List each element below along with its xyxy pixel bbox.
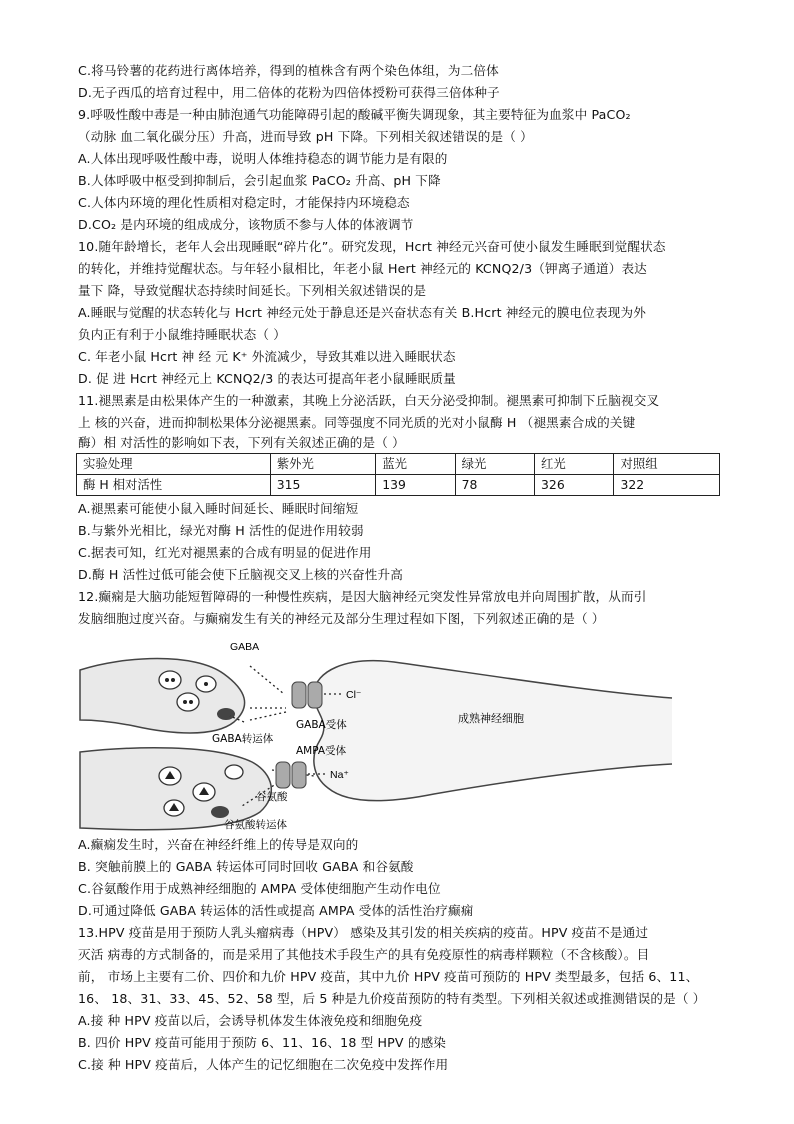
- q13-option-b: B. 四价 HPV 疫苗可能用于预防 6、11、16、18 型 HPV 的感染: [78, 1035, 447, 1050]
- table-header-cell: 紫外光: [270, 454, 375, 475]
- q12-stem-line2: 发脑细胞过度兴奋。与癫痫发生有关的神经元及部分生理过程如下图，下列叙述正确的是（ ）: [78, 611, 605, 626]
- enzyme-activity-table: [76, 453, 720, 496]
- option-d-prev: D.无子西瓜的培育过程中，用二倍体的花粉为四倍体授粉可获得三倍体种子: [78, 85, 500, 100]
- table-cell: 326: [535, 475, 614, 496]
- q13-stem-line3: 前， 市场上主要有二价、四价和九价 HPV 疫苗，其中九价 HPV 疫苗可预防的 HPV 类型最多，包括 6、11、: [78, 969, 699, 984]
- label-glutamate: 谷氨酸: [256, 791, 288, 803]
- q12-stem-line1: 12.癫痫是大脑功能短暂障碍的一种慢性疾病，是因大脑神经元突发性异常放电并向周围扩散，从而引: [78, 589, 647, 604]
- q10-option-ab-line2: 负内正有利于小鼠维持睡眠状态（ ）: [78, 327, 287, 342]
- q10-option-ab-line1: A.睡眠与觉醒的状态转化与 Hcrt 神经元处于静息还是兴奋状态有关 B.Hcrt 神经元的膜电位表现为外: [78, 305, 646, 320]
- table-header-row: [77, 454, 720, 475]
- table-header-cell: 实验处理: [77, 454, 271, 475]
- postsynaptic-neuron: [314, 661, 672, 801]
- label-ampa-receptor: AMPA受体: [296, 745, 347, 757]
- q11-option-b: B.与紫外光相比，绿光对酶 H 活性的促进作用较弱: [78, 523, 364, 538]
- upper-presynaptic-terminal: [80, 659, 245, 734]
- q11-option-c: C.据表可知，红光对褪黑素的合成有明显的促进作用: [78, 545, 372, 560]
- q9-option-c: C.人体内环境的理化性质相对稳定时，才能保持内环境稳态: [78, 195, 410, 210]
- q12-option-b: B. 突触前膜上的 GABA 转运体可同时回收 GABA 和谷氨酸: [78, 859, 414, 874]
- q13-stem-line1: 13.HPV 疫苗是用于预防人乳头瘤病毒（HPV） 感染及其引发的相关疾病的疫苗。HPV 疫苗不是通过: [78, 925, 649, 940]
- q11-stem-line1: 11.褪黑素是由松果体产生的一种激素，其晚上分泌活跃，白天分泌受抑制。褪黑素可抑制下丘脑视交叉: [78, 393, 660, 408]
- q9-option-d: D.CO₂ 是内环境的组成成分，该物质不参与人体的体液调节: [78, 217, 414, 232]
- label-na: Na⁺: [330, 769, 349, 781]
- q11-option-d: D.酶 H 活性过低可能会使下丘脑视交叉上核的兴奋性升高: [78, 567, 404, 582]
- q13-option-a: A.接 种 HPV 疫苗以后，会诱导机体发生体液免疫和细胞免疫: [78, 1013, 423, 1028]
- q10-stem-line3: 量下 降，导致觉醒状态持续时间延长。下列相关叙述错误的是: [78, 283, 427, 298]
- q9-option-b: B.人体呼吸中枢受到抑制后，会引起血浆 PaCO₂ 升高、pH 下降: [78, 173, 441, 188]
- table-cell: 322: [614, 475, 720, 496]
- label-gaba: GABA: [230, 641, 260, 653]
- q10-stem-line1: 10.随年龄增长，老年人会出现睡眠“碎片化”。研究发现，Hcrt 神经元兴奋可使小鼠发生睡眠到觉醒状态: [78, 239, 666, 254]
- label-glutamate-transporter: 谷氨酸转运体: [224, 819, 287, 831]
- table-header-cell: 蓝光: [376, 454, 455, 475]
- gaba-transporter-shape: [217, 708, 235, 720]
- q10-option-d: D. 促 进 Hcrt 神经元上 KCNQ2/3 的表达可提高年老小鼠睡眠质量: [78, 371, 456, 386]
- table-cell: 78: [455, 475, 534, 496]
- table-cell: 139: [376, 475, 455, 496]
- lower-presynaptic-terminal: [80, 748, 271, 830]
- q13-stem-line2: 灭活 病毒的方式制备的，而是采用了其他技术手段生产的具有免疫原性的病毒样颗粒（不含核酸）。目: [78, 947, 650, 962]
- q9-option-a: A.人体出现呼吸性酸中毒，说明人体维持稳态的调节能力是有限的: [78, 151, 448, 166]
- q11-stem-line3: 酶）相 对活性的影响如下表，下列有关叙述正确的是（ ）: [78, 435, 405, 450]
- option-c-prev: C.将马铃薯的花药进行离体培养，得到的植株含有两个染色体组，为二倍体: [78, 63, 499, 78]
- q9-stem-line1: 9.呼吸性酸中毒是一种由肺泡通气功能障碍引起的酸碱平衡失调现象，其主要特征为血浆中 PaCO₂: [78, 107, 631, 122]
- q11-option-a: A.褪黑素可能使小鼠入睡时间延长、睡眠时间缩短: [78, 501, 359, 516]
- glutamate-transporter-shape: [211, 806, 229, 818]
- label-cl: Cl⁻: [346, 689, 362, 701]
- q13-option-c: C.接 种 HPV 疫苗后，人体产生的记忆细胞在二次免疫中发挥作用: [78, 1057, 449, 1072]
- table-row: [77, 475, 720, 496]
- q12-option-a: A.癫痫发生时，兴奋在神经纤维上的传导是双向的: [78, 837, 359, 852]
- synapse-diagram: [74, 636, 674, 832]
- table-row-label: 酶 H 相对活性: [77, 475, 271, 496]
- q11-stem-line2: 上 核的兴奋，进而抑制松果体分泌褪黑素。同等强度不同光质的光对小鼠酶 H （褪黑素合成的关键: [78, 415, 636, 430]
- q12-option-c: C.谷氨酸作用于成熟神经细胞的 AMPA 受体使细胞产生动作电位: [78, 881, 441, 896]
- q13-stem-line4: 16、 18、31、33、45、52、58 型，后 5 种是九价疫苗预防的特有类型。下列相关叙述或推测错误的是（ ）: [78, 991, 706, 1006]
- q10-option-c: C. 年老小鼠 Hcrt 神 经 元 K⁺ 外流减少，导致其难以进入睡眠状态: [78, 349, 456, 364]
- table-header-cell: 绿光: [455, 454, 534, 475]
- q9-stem-line2: （动脉 血二氧化碳分压）升高，进而导致 pH 下降。下列相关叙述错误的是（ ）: [78, 129, 533, 144]
- q10-stem-line2: 的转化，并维持觉醒状态。与年轻小鼠相比，年老小鼠 Hert 神经元的 KCNQ2/3（钾离子通道）表达: [78, 261, 647, 276]
- table-cell: 315: [270, 475, 375, 496]
- label-gaba-receptor: GABA受体: [296, 719, 347, 731]
- table-header-cell: 对照组: [614, 454, 720, 475]
- label-gaba-transporter: GABA转运体: [212, 733, 274, 745]
- label-mature-cell: 成熟神经细胞: [458, 712, 524, 725]
- q12-option-d: D.可通过降低 GABA 转运体的活性或提高 AMPA 受体的活性治疗癫痫: [78, 903, 474, 918]
- table-header-cell: 红光: [535, 454, 614, 475]
